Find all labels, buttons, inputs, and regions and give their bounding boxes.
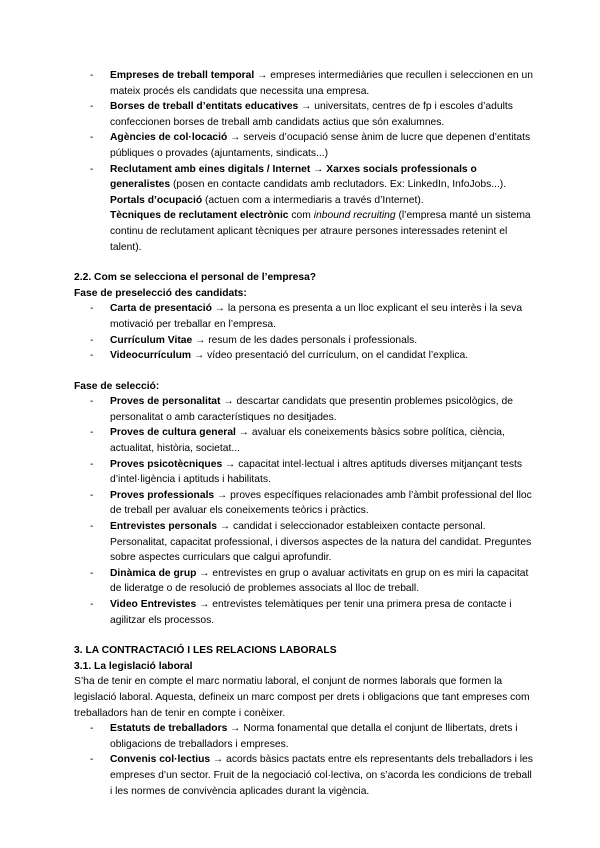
paragraph: S’ha de tenir en compte el marc normatiu laboral, el conjunt de normes laborals que formen la legislació laboral. Aquesta, defineix un marc compost per drets i obligacions que tant empreses com treballadors han de tenir en compte i conèixer. xyxy=(74,676,530,719)
section-heading: 2.2. Com se selecciona el personal de l’empresa? xyxy=(74,272,317,284)
list-item: - Proves professionals → proves específiques relacionades amb l’àmbit professional del lloc de treball per avaluar els coneixements teòrics i pràctics. xyxy=(74,488,534,519)
list-item: - Videocurrículum → vídeo presentació del currículum, on el candidat l’explica. xyxy=(74,348,534,364)
preselection-list xyxy=(74,301,534,363)
subsection-heading: Fase de preselecció des candidats: xyxy=(74,287,247,299)
list-item: - Agències de col·locació → serveis d’ocupació sense ànim de lucre que depenen d’entitats públiques o provades (ajuntaments, sindicats...) xyxy=(74,130,534,161)
list-item: - Reclutament amb eines digitals / Internet → Xarxes socials professionals o generalistes (posen en contacte candidats amb reclutadors. Ex: LinkedIn, InfoJobs...). Portals d’ocupació (actuen com a intermediaris a través d’Internet). Tècniques de reclutament electrònic com inbound recruiting (l’empresa manté un sistema continu de reclutament aplicant tècniques per atraure persones interessades retenint el talent). xyxy=(74,162,534,256)
list-item: - Proves psicotècniques → capacitat intel·lectual i altres aptituds diverses mitjançant tests d’intel·ligència i aptituds i habilitats. xyxy=(74,457,534,488)
selection-list xyxy=(74,394,534,628)
list-item: - Entrevistes personals → candidat i seleccionador estableixen contacte personal. Personalitat, capacitat professional, i diversos aspectes de la natura del candidat. Preguntes sobre aspectes curriculars que calgui aprofundir. xyxy=(74,519,534,566)
list-item: - Carta de presentació → la persona es presenta a un lloc explicant el seu interès i la seva motivació per treballar en l’empresa. xyxy=(74,301,534,332)
list-item: - Proves de cultura general → avaluar els coneixements bàsics sobre política, ciència, actualitat, història, societat... xyxy=(74,425,534,456)
legislation-list xyxy=(74,721,534,799)
list-item: - Dinàmica de grup → entrevistes en grup o avaluar activitats en grup on es miri la capacitat de lideratge o de resolució de problemes associats al lloc de treball. xyxy=(74,566,534,597)
list-item: - Convenis col·lectius → acords bàsics pactats entre els representants dels treballadors i les empreses d’un sector. Fruit de la negociació col·lectiva, on s’acorda les condicions de treball i les normes de convivència aplicades durant la vigència. xyxy=(74,752,534,799)
recruitment-sources-list xyxy=(74,68,534,255)
section-heading: 3. LA CONTRACTACIÓ I LES RELACIONS LABORALS xyxy=(74,645,337,657)
list-item: - Proves de personalitat → descartar candidats que presentin problemes psicològics, de personalitat o amb característiques no desitjades. xyxy=(74,394,534,425)
document-content xyxy=(74,68,534,799)
list-item: - Empreses de treball temporal → empreses intermediàries que recullen i seleccionen en un mateix procés els candidats que necessita una empresa. xyxy=(74,68,534,99)
list-item: - Currículum Vitae → resum de les dades personals i professionals. xyxy=(74,333,534,349)
subsection-heading: Fase de selecció: xyxy=(74,380,160,392)
list-item: - Video Entrevistes → entrevistes telemàtiques per tenir una primera presa de contacte i agilitzar els processos. xyxy=(74,597,534,628)
subsection-heading: 3.1. La legislació laboral xyxy=(74,660,193,672)
list-item: - Borses de treball d’entitats educatives → universitats, centres de fp i escoles d’adults confeccionen borses de treball amb candidats actius que són exalumnes. xyxy=(74,99,534,130)
list-item: - Estatuts de treballadors → Norma fonamental que detalla el conjunt de llibertats, drets i obligacions de treballadors i empreses. xyxy=(74,721,534,752)
